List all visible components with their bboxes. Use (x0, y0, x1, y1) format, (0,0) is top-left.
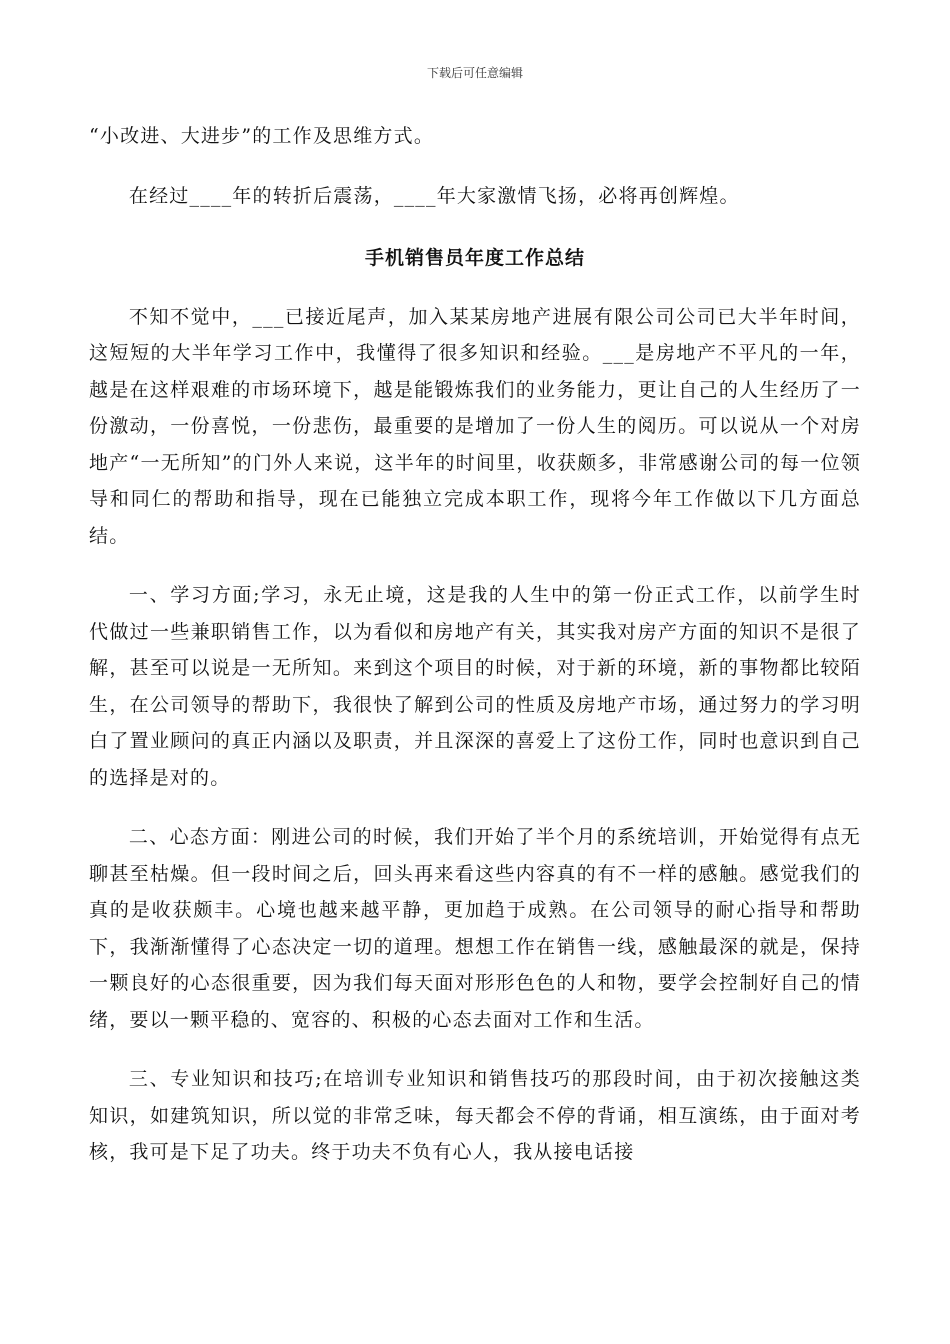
paragraph: 不知不觉中，___已接近尾声，加入某某房地产进展有限公司公司已大半年时间，这短短的大半年学习工作中，我懂得了很多知识和经验。___是房地产不平凡的一年，越是在这样艰难的市场环境下，越是能锻炼我们的业务能力，更让自己的人生经历了一份激动，一份喜悦，一份悲伤，最重要的是增加了一份人生的阅历。可以说从一个对房地产“一无所知”的门外人来说，这半年的时间里，收获颇多，非常感谢公司的每一位领导和同仁的帮助和指导，现在已能独立完成本职工作，现将今年工作做以下几方面总结。 (89, 305, 861, 547)
document-body (89, 118, 861, 1171)
closing-line: 在经过____年的转折后震荡，____年大家激情飞扬，必将再创辉煌。 (128, 184, 740, 207)
paragraph: 二、心态方面：刚进公司的时候，我们开始了半个月的系统培训，开始觉得有点无聊甚至枯燥。但一段时间之后，回头再来看这些内容真的有不一样的感触。感觉我们的真的是收获颇丰。心境也越来越平静，更加趋于成熟。在公司领导的耐心指导和帮助下，我渐渐懂得了心态决定一切的道理。想想工作在销售一线，感触最深的就是，保持一颗良好的心态很重要，因为我们每天面对形形色色的人和物，要学会控制好自己的情绪，要以一颗平稳的、宽容的、积极的心态去面对工作和生活。 (89, 826, 861, 1031)
page-header-note: 下载后可任意编辑 (426, 66, 523, 80)
paragraph: 一、学习方面;学习，永无止境，这是我的人生中的第一份正式工作，以前学生时代做过一些兼职销售工作，以为看似和房地产有关，其实我对房产方面的知识不是很了解，甚至可以说是一无所知。来到这个项目的时候，对于新的环境，新的事物都比较陌生，在公司领导的帮助下，我很快了解到公司的性质及房地产市场，通过努力的学习明白了置业顾问的真正内涵以及职责，并且深深的喜爱上了这份工作，同时也意识到自己的选择是对的。 (89, 584, 861, 789)
paragraph: 三、专业知识和技巧;在培训专业知识和销售技巧的那段时间，由于初次接触这类知识，如建筑知识，所以觉的非常乏味，每天都会不停的背诵，相互演练，由于面对考核，我可是下足了功夫。终于功夫不负有心人，我从接电话接 (89, 1068, 861, 1163)
intro-line: “小改进、大进步”的工作及思维方式。 (89, 125, 435, 147)
document-title: 手机销售员年度工作总结 (364, 247, 585, 269)
